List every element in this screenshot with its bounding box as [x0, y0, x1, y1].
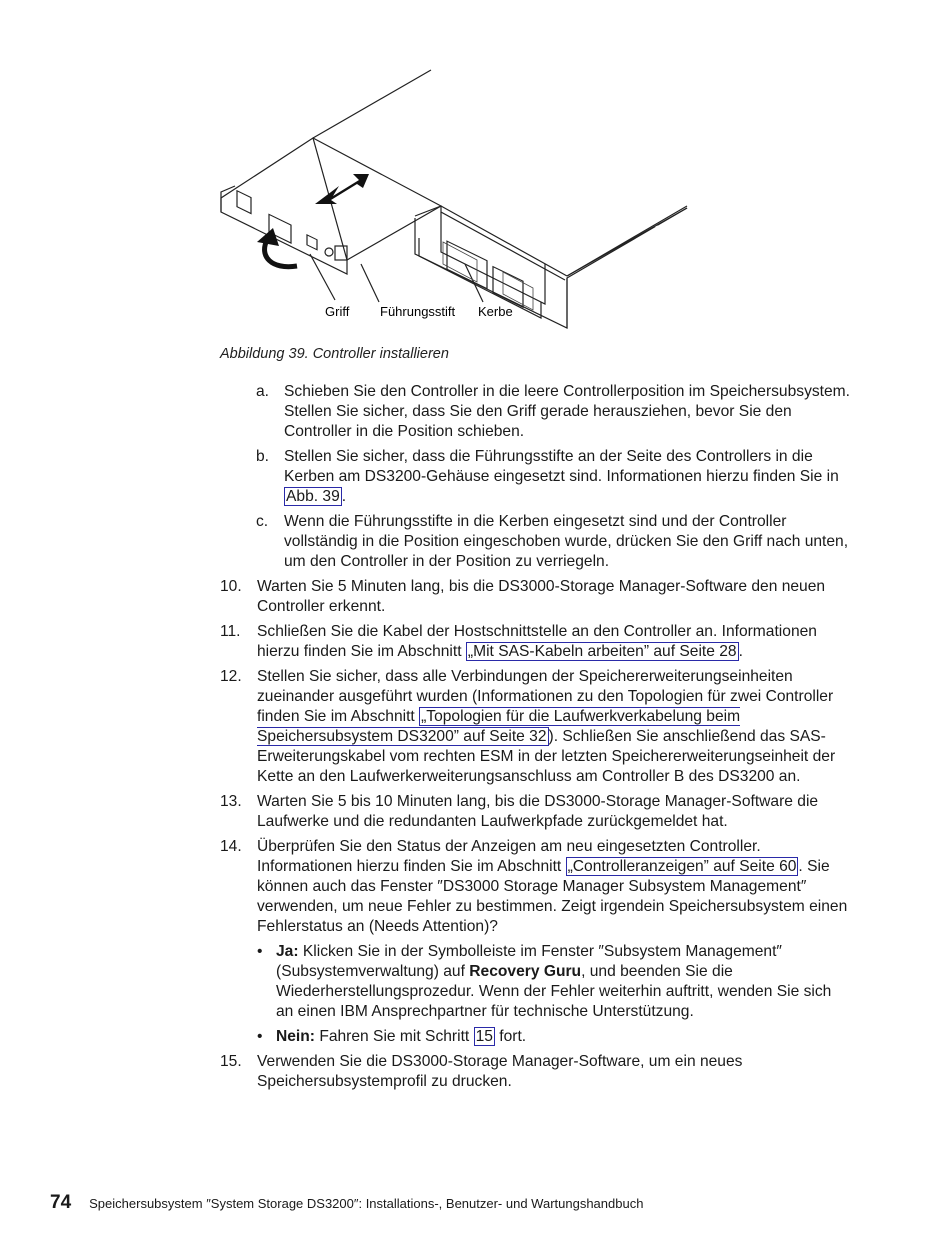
step-12 — [0, 667, 851, 787]
step-text: Überprüfen Sie den Status der Anzeigen am neu eingesetzten Controller. Informationen hierzu finden Sie im Abschnitt — [257, 838, 761, 875]
step-c — [0, 512, 850, 572]
topology-link[interactable]: „Topologien für die Laufwerkverkabelung beim Speichersubsystem DS3200” auf Seite 32 — [257, 708, 741, 745]
step-10 — [0, 577, 851, 617]
step-13 — [0, 792, 851, 832]
bullet-label: Ja: — [276, 943, 299, 960]
sas-cables-link[interactable]: „Mit SAS-Kabeln arbeiten” auf Seite 28 — [467, 643, 737, 660]
bullet-text-end: fort. — [494, 1028, 527, 1045]
step-marker: 11. — [220, 623, 241, 640]
page-footer — [50, 1192, 643, 1214]
instruction-list — [0, 382, 950, 1097]
step-marker: 12. — [220, 668, 242, 685]
step-marker: 10. — [220, 578, 242, 595]
step-15 — [0, 1052, 851, 1092]
step-text-end: . — [738, 643, 743, 660]
step-text-end: . Sie können auch das Fenster ″DS3000 Storage Manager Subsystem Management″ verwenden, um neue Fehler zu bestimmen. Zeigt irgendein Speichersubsystem einen Fehlerstatus an (Needs Attention)? — [257, 858, 848, 935]
figure-caption: Abbildung 39. Controller installieren — [220, 346, 449, 362]
step-15-link[interactable]: 15 — [475, 1028, 493, 1045]
step-11 — [0, 622, 851, 662]
label-fuehrungsstift: Führungsstift — [380, 304, 456, 319]
bullet-text: Klicken Sie in der Symbolleiste im Fenster ″Subsystem Management″ (Subsystemverwaltung) auf — [276, 943, 782, 980]
step-text: Schieben Sie den Controller in die leere Controllerposition im Speichersubsystem. Stellen Sie sicher, dass Sie den Griff gerade herausziehen, bevor Sie den Controller in die Position schieben. — [284, 383, 850, 440]
label-kerbe: Kerbe — [478, 304, 513, 319]
step-text: Stellen Sie sicher, dass die Führungsstifte an der Seite des Controllers in die Kerben am DS3200-Gehäuse eingesetzt sind. Informationen hierzu finden Sie in — [284, 448, 839, 485]
recovery-guru-term: Recovery Guru — [469, 963, 582, 980]
step-a — [0, 382, 850, 442]
step-marker: c. — [256, 513, 269, 530]
step-text: Warten Sie 5 Minuten lang, bis die DS3000-Storage Manager-Software den neuen Controller erkennt. — [257, 578, 826, 615]
step-text: Verwenden Sie die DS3000-Storage Manager-Software, um ein neues Speichersubsystemprofil zu drucken. — [257, 1053, 743, 1090]
step-text-end: ). Schließen Sie anschließend das SAS-Erweiterungskabel vom rechten ESM in der letzten Speichererweiterungseinheit der Kette an den Laufwerkerweiterungsanschluss am Controller B des DS3200 an. — [257, 728, 836, 785]
bullet-ja — [0, 942, 850, 1022]
step-text: Stellen Sie sicher, dass alle Verbindungen der Speichererweiterungseinheiten zueinander ausgeführt wurden (Informationen zu den Topologien für zwei Controller finden Sie im Abschnitt — [257, 668, 834, 725]
sliding-controller — [221, 138, 347, 274]
footer-title: Speichersubsystem ″System Storage DS3200″: Installations-, Benutzer- und Wartungshandbuch — [89, 1196, 644, 1211]
step-b — [0, 447, 850, 507]
step-text-end: . — [341, 488, 347, 505]
bullet-nein — [0, 1027, 850, 1047]
chassis-outline — [313, 70, 687, 328]
step-text: Wenn die Führungsstifte in die Kerben eingesetzt sind und der Controller vollständig in die Position eingeschoben wurde, drücken Sie den Griff nach unten, um den Controller in der Position zu verriegeln. — [284, 513, 849, 570]
step-marker: 15. — [220, 1053, 242, 1070]
controller-install-figure — [215, 66, 695, 336]
page-number: 74 — [50, 1192, 72, 1213]
bullet-text: Fahren Sie mit Schritt — [314, 1028, 474, 1045]
step-marker: 14. — [220, 838, 242, 855]
label-griff: Griff — [325, 304, 350, 319]
controller-indicators-link[interactable]: „Controlleranzeigen” auf Seite 60 — [567, 858, 797, 875]
step-text: Warten Sie 5 bis 10 Minuten lang, bis die DS3000-Storage Manager-Software die Laufwerke und die redundanten Laufwerkpfade zurückgemeldet hat. — [257, 793, 819, 830]
bullet-label: Nein: — [276, 1028, 315, 1045]
bullet-text-end: , und beenden Sie die Wiederherstellungsprozedur. Wenn der Fehler weiterhin auftritt, wenden Sie sich an einen IBM Ansprechpartner für technische Unterstützung. — [276, 963, 832, 1020]
step-marker: b. — [256, 448, 270, 465]
bullet-marker: • — [257, 1028, 263, 1045]
figure-reference-link[interactable]: Abb. 39 — [286, 488, 340, 505]
step-14 — [0, 837, 851, 937]
bullet-marker: • — [257, 943, 263, 960]
step-marker: a. — [256, 383, 270, 400]
step-text: Schließen Sie die Kabel der Hostschnittstelle an den Controller an. Informationen hierzu finden Sie im Abschnitt — [257, 623, 817, 660]
slide-direction-arrow — [315, 174, 369, 204]
step-marker: 13. — [220, 793, 242, 810]
